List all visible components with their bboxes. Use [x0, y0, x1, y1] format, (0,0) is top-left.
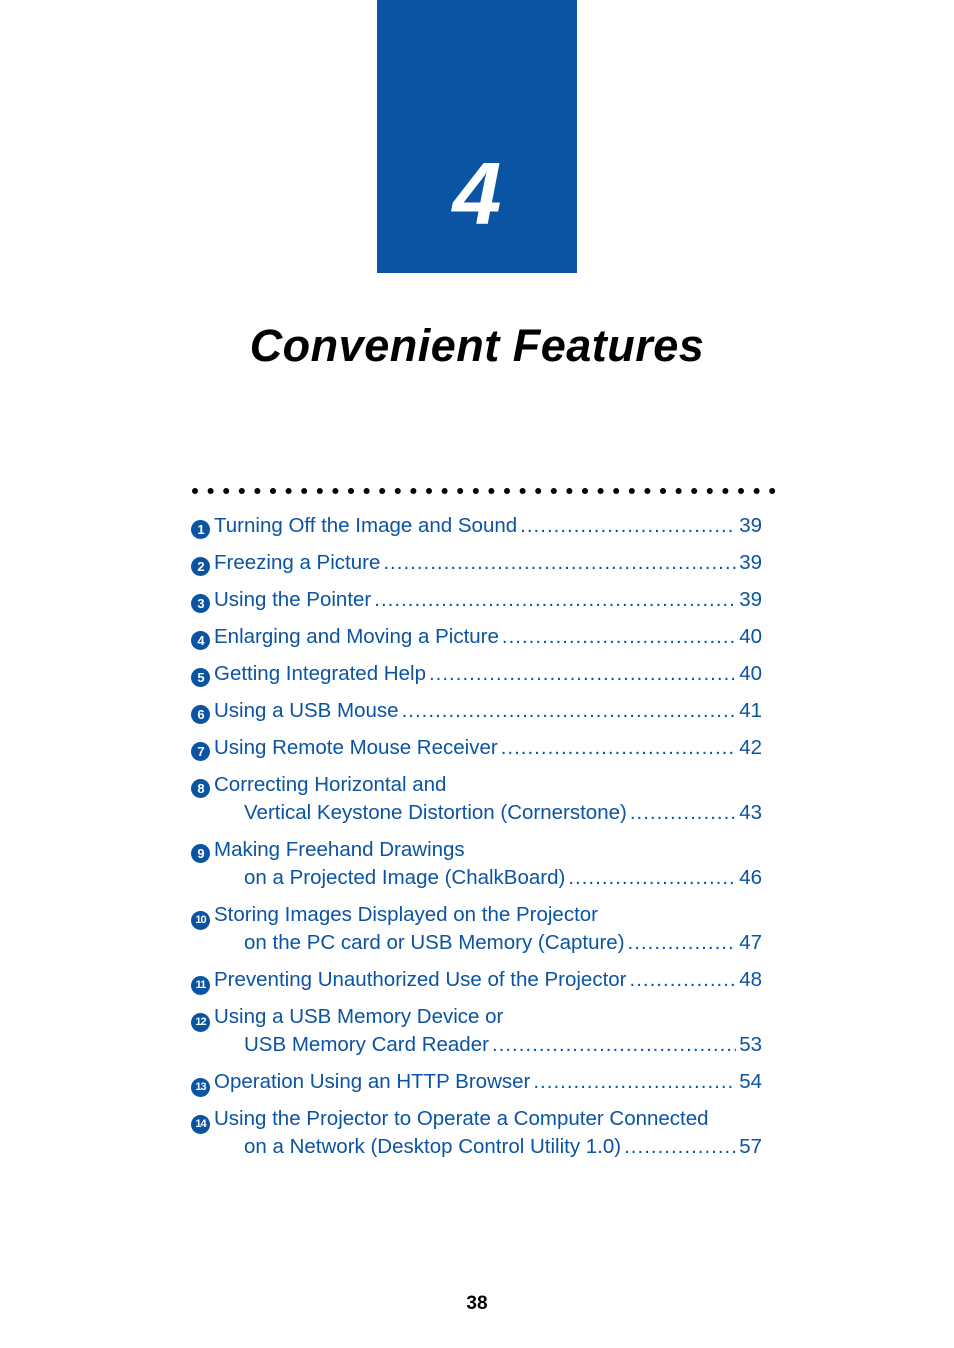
dot-leader — [630, 966, 737, 994]
toc-entry-line — [191, 901, 762, 929]
toc-entry[interactable] — [191, 1105, 762, 1161]
toc-entry[interactable] — [191, 734, 762, 762]
divider-dot — [722, 488, 728, 494]
chapter-number: 4 — [452, 144, 502, 243]
dot-leader — [383, 549, 736, 577]
divider-dot — [520, 488, 526, 494]
divider-dot — [239, 488, 245, 494]
entry-number-badge: 6 — [191, 705, 210, 724]
toc-entry-line — [191, 697, 762, 725]
entry-page-number: 57 — [739, 1135, 762, 1158]
divider-dot — [738, 488, 744, 494]
divider-dot — [395, 488, 401, 494]
toc-entry[interactable] — [191, 697, 762, 725]
entry-number-badge: 8 — [191, 779, 210, 798]
entry-number-badge: 4 — [191, 631, 210, 650]
entry-page-number: 46 — [739, 866, 762, 889]
toc-entry[interactable] — [191, 966, 762, 994]
dot-leader — [533, 1068, 736, 1096]
entry-title: USB Memory Card Reader — [244, 1033, 489, 1056]
toc-entry[interactable] — [191, 660, 762, 688]
table-of-contents — [191, 512, 762, 1170]
divider-dot — [660, 488, 666, 494]
toc-entry-line — [191, 1031, 762, 1059]
divider-dot — [473, 488, 479, 494]
divider-dot — [551, 488, 557, 494]
divider-dot — [629, 488, 635, 494]
entry-page-number: 39 — [739, 514, 762, 537]
divider-dot — [691, 488, 697, 494]
toc-entry[interactable] — [191, 512, 762, 540]
divider-dot — [488, 488, 494, 494]
toc-entry-line — [191, 929, 762, 957]
toc-entry-line — [191, 586, 762, 614]
divider-dot — [364, 488, 370, 494]
divider-dot — [192, 488, 198, 494]
entry-page-number: 40 — [739, 662, 762, 685]
toc-entry[interactable] — [191, 771, 762, 827]
divider-dot — [348, 488, 354, 494]
divider-dot — [754, 488, 760, 494]
entry-title: Correcting Horizontal and — [214, 773, 447, 796]
entry-number-badge: 14 — [191, 1115, 210, 1134]
dot-leader — [429, 660, 736, 688]
dot-leader — [502, 623, 736, 651]
toc-entry[interactable] — [191, 1068, 762, 1096]
entry-title: Making Freehand Drawings — [214, 838, 465, 861]
dot-leader — [628, 929, 737, 957]
entry-number-badge: 5 — [191, 668, 210, 687]
entry-page-number: 54 — [739, 1070, 762, 1093]
entry-title: on a Projected Image (ChalkBoard) — [244, 866, 566, 889]
toc-entry-line — [191, 623, 762, 651]
entry-title: Using a USB Memory Device or — [214, 1005, 504, 1028]
entry-title: Storing Images Displayed on the Projector — [214, 903, 599, 926]
entry-number-badge: 1 — [191, 520, 210, 539]
entry-number-badge: 11 — [191, 976, 210, 995]
divider-dot — [410, 488, 416, 494]
toc-entry[interactable] — [191, 1003, 762, 1059]
entry-title: Vertical Keystone Distortion (Cornerstone) — [244, 801, 627, 824]
divider-dot — [707, 488, 713, 494]
dot-leader — [520, 512, 736, 540]
entry-title: Turning Off the Image and Sound — [214, 514, 518, 537]
dot-leader — [568, 864, 736, 892]
dotted-divider — [191, 486, 781, 496]
entry-title: Preventing Unauthorized Use of the Projector — [214, 968, 627, 991]
entry-title: on the PC card or USB Memory (Capture) — [244, 931, 625, 954]
toc-entry[interactable] — [191, 623, 762, 651]
toc-entry-line — [191, 864, 762, 892]
entry-title: Getting Integrated Help — [214, 662, 426, 685]
entry-title: Using the Projector to Operate a Computer Connected — [214, 1107, 709, 1130]
entry-number-badge: 7 — [191, 742, 210, 761]
toc-entry-line — [191, 1133, 762, 1161]
entry-number-badge: 12 — [191, 1013, 210, 1032]
dot-leader — [492, 1031, 736, 1059]
divider-dot — [504, 488, 510, 494]
entry-number-badge: 9 — [191, 844, 210, 863]
entry-page-number: 53 — [739, 1033, 762, 1056]
entry-title: Freezing a Picture — [214, 551, 381, 574]
entry-page-number: 41 — [739, 699, 762, 722]
divider-dot — [332, 488, 338, 494]
toc-entry-line — [191, 512, 762, 540]
toc-entry-line — [191, 734, 762, 762]
toc-entry-line — [191, 799, 762, 827]
divider-dot — [223, 488, 229, 494]
entry-page-number: 47 — [739, 931, 762, 954]
entry-number-badge: 13 — [191, 1078, 210, 1097]
dot-leader — [402, 697, 737, 725]
toc-entry-line — [191, 1105, 762, 1133]
entry-title: Using a USB Mouse — [214, 699, 399, 722]
entry-page-number: 48 — [739, 968, 762, 991]
dot-leader — [374, 586, 736, 614]
entry-title: on a Network (Desktop Control Utility 1.0) — [244, 1135, 622, 1158]
dot-leader — [624, 1133, 736, 1161]
toc-entry-line — [191, 836, 762, 864]
divider-dot — [566, 488, 572, 494]
divider-dot — [644, 488, 650, 494]
divider-dot — [317, 488, 323, 494]
toc-entry[interactable] — [191, 901, 762, 957]
entry-title: Operation Using an HTTP Browser — [214, 1070, 531, 1093]
divider-dot — [598, 488, 604, 494]
entry-page-number: 39 — [739, 588, 762, 611]
divider-dot — [582, 488, 588, 494]
entry-title: Enlarging and Moving a Picture — [214, 625, 499, 648]
toc-entry[interactable] — [191, 586, 762, 614]
divider-dot — [426, 488, 432, 494]
divider-dot — [613, 488, 619, 494]
entry-page-number: 39 — [739, 551, 762, 574]
toc-entry[interactable] — [191, 549, 762, 577]
page-number: 38 — [466, 1293, 488, 1314]
toc-entry-line — [191, 1068, 762, 1096]
divider-dot — [676, 488, 682, 494]
divider-dot — [208, 488, 214, 494]
divider-dot — [286, 488, 292, 494]
divider-dot — [535, 488, 541, 494]
entry-title: Using the Pointer — [214, 588, 372, 611]
entry-page-number: 43 — [739, 801, 762, 824]
toc-entry-line — [191, 1003, 762, 1031]
dot-leader — [630, 799, 736, 827]
toc-entry-line — [191, 660, 762, 688]
toc-entry-line — [191, 771, 762, 799]
entry-page-number: 40 — [739, 625, 762, 648]
divider-dot — [442, 488, 448, 494]
divider-dot — [457, 488, 463, 494]
entry-number-badge: 3 — [191, 594, 210, 613]
dot-leader — [501, 734, 736, 762]
divider-dot — [769, 488, 775, 494]
toc-entry[interactable] — [191, 836, 762, 892]
divider-dot — [270, 488, 276, 494]
entry-number-badge: 10 — [191, 911, 210, 930]
divider-dot — [379, 488, 385, 494]
divider-dot — [301, 488, 307, 494]
divider-dot — [254, 488, 260, 494]
chapter-title: Convenient Features — [249, 320, 705, 371]
toc-entry-line — [191, 966, 762, 994]
entry-title: Using Remote Mouse Receiver — [214, 736, 498, 759]
entry-number-badge: 2 — [191, 557, 210, 576]
entry-page-number: 42 — [739, 736, 762, 759]
toc-entry-line — [191, 549, 762, 577]
chapter-number-block — [377, 0, 577, 273]
